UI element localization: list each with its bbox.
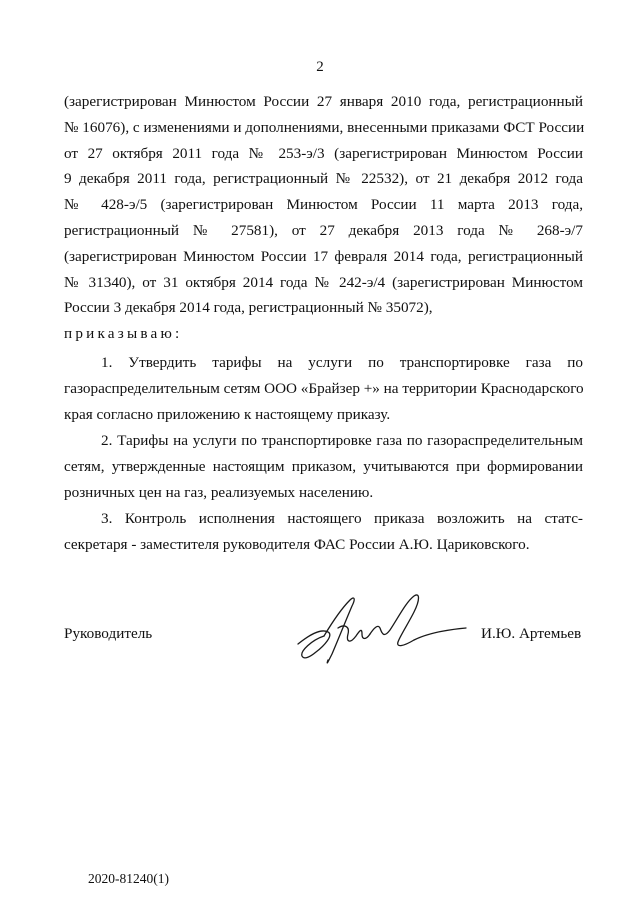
order-item-line: секретаря - заместителя руководителя ФАС России А.Ю. Цариковского. [64,535,530,553]
intro-line: России 3 декабря 2014 года, регистрационный № 35072), [64,299,433,317]
intro-line: № 31340), от 31 октября 2014 года № 242-э/4 (зарегистрирован Минюстом [64,273,583,291]
order-item-line: края согласно приложению к настоящему приказу. [64,405,391,423]
signatory-role: Руководитель [64,625,153,642]
order-item-line: 2. Тарифы на услуги по транспортировке газа по газораспределительным [101,432,583,449]
signatory-name: И.Ю. Артемьев [481,625,582,642]
page-number: 2 [316,59,324,75]
intro-line: (зарегистрирован Минюстом России 17 февраля 2014 года, регистрационный [64,247,583,265]
order-item-line: газораспределительным сетям ООО «Брайзер +» на территории Краснодарского [64,379,584,397]
order-item-line: 3. Контроль исполнения настоящего приказа возложить на статс- [101,510,583,527]
intro-line: (зарегистрирован Минюстом России 27 января 2010 года, регистрационный [64,93,583,110]
intro-line: регистрационный № 27581), от 27 декабря 2013 года № 268-э/7 [64,221,583,239]
order-item-2 [64,428,583,505]
intro-line: от 27 октября 2011 года № 253-э/3 (зарегистрирован Минюстом России [64,144,583,162]
order-item-line: 1. Утвердить тарифы на услуги по транспортировке газа по [101,354,583,371]
document-id: 2020-81240(1) [88,871,169,886]
order-item-line: сетям, утвержденные настоящим приказом, учитываются при формировании [64,457,583,475]
intro-line: 9 декабря 2011 года, регистрационный № 22532), от 21 декабря 2012 года [64,170,583,188]
order-item-3 [64,506,583,558]
order-item-line: розничных цен на газ, реализуемых населению. [64,483,374,501]
order-heading: приказываю: [64,325,183,342]
handwritten-signature [294,588,474,670]
intro-line: № 16076), с изменениями и дополнениями, внесенными приказами ФСТ России [64,118,585,136]
order-item-1 [64,350,583,427]
intro-paragraph [64,89,583,321]
intro-line: № 428-э/5 (зарегистрирован Минюстом России 11 марта 2013 года, [64,196,583,214]
